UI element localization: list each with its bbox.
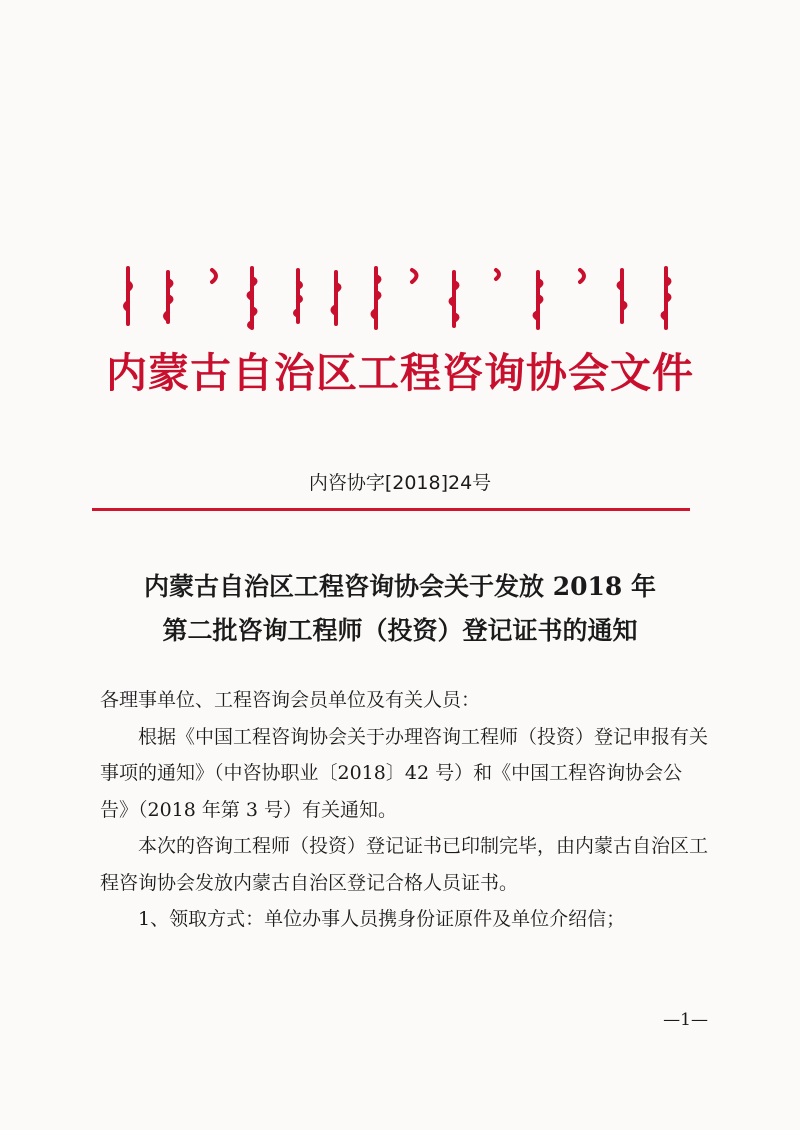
notice-title-line1: 内蒙古自治区工程咨询协会关于发放 2018 年	[144, 572, 656, 601]
notice-title	[0, 565, 800, 653]
notice-body	[100, 682, 710, 938]
paragraph-1: 根据《中国工程咨询协会关于办理咨询工程师（投资）登记申报有关事项的通知》（中咨协职业〔2018〕42 号）和《中国工程咨询协会公告》（2018 年第 3 号）有关通知。	[100, 725, 709, 821]
notice-title-line2: 第二批咨询工程师（投资）登记证书的通知	[162, 616, 638, 645]
mongolian-script-graphic	[120, 262, 680, 334]
red-divider	[92, 508, 690, 511]
mongolian-script-icon	[120, 262, 680, 334]
salutation: 各理事单位、工程咨询会员单位及有关人员：	[100, 689, 481, 711]
document-number: 内咨协字[2018]24号	[308, 472, 492, 494]
issuer-title: 内蒙古自治区工程咨询协会文件	[106, 349, 694, 397]
paragraph-3: 1、领取方式：单位办事人员携身份证原件及单位介绍信；	[138, 908, 626, 930]
paragraph-2: 本次的咨询工程师（投资）登记证书已印制完毕，由内蒙古自治区工程咨询协会发放内蒙古自治区登记合格人员证书。	[100, 835, 709, 894]
page-number: —1—	[663, 1010, 708, 1030]
